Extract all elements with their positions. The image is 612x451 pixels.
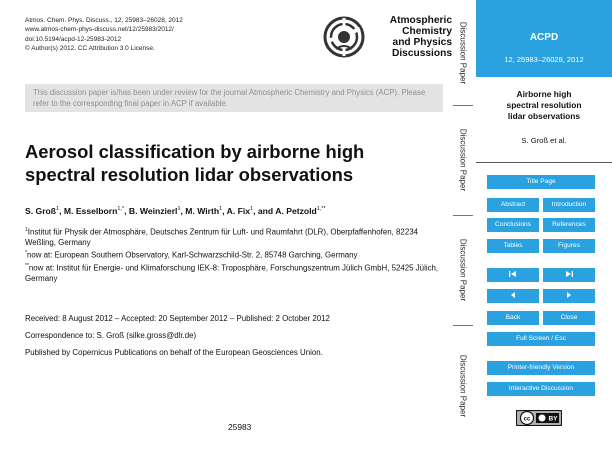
affiliations	[25, 225, 445, 284]
last-page-button[interactable]	[543, 268, 595, 282]
doi-line: doi:10.5194/acpd-12-25983-2012	[25, 35, 122, 43]
egu-emblem-icon	[322, 15, 366, 59]
conclusions-button[interactable]: Conclusions	[487, 218, 539, 232]
author-affil-mark: 1,**	[316, 206, 326, 213]
tables-button[interactable]: Tables	[487, 239, 539, 253]
review-notice: This discussion paper is/has been under review for the journal Atmospheric Chemistry and Physics (ACP). Please refer to the corresponding final paper in ACP if available.	[25, 84, 443, 112]
figures-button[interactable]: Figures	[543, 239, 595, 253]
next-page-button[interactable]	[543, 289, 595, 303]
author-affil-mark: 1,*	[117, 206, 125, 213]
author-name: M. Wirth	[185, 206, 220, 216]
volume-reference: 12, 25983–26028, 2012	[504, 55, 584, 64]
strip-divider	[453, 215, 473, 216]
publisher-note: Published by Copernicus Publications on behalf of the European Geosciences Union.	[25, 348, 323, 357]
short-title: Airborne high spectral resolution lidar observations	[506, 89, 582, 121]
introduction-button[interactable]: Introduction	[543, 198, 595, 212]
journal-logo	[322, 13, 454, 71]
printer-friendly-button[interactable]: Printer-friendly Version	[487, 361, 595, 375]
author-name: S. Groß	[25, 206, 57, 216]
publication-dates: Received: 8 August 2012 – Accepted: 20 September 2012 – Published: 2 October 2012	[25, 314, 330, 323]
strip-divider	[453, 325, 473, 326]
citation-line: Atmos. Chem. Phys. Discuss., 12, 25983–26028, 2012	[25, 17, 183, 24]
title-page-button[interactable]: Title Page	[487, 175, 595, 189]
back-button[interactable]: Back	[487, 311, 539, 325]
license-line: © Author(s) 2012. CC Attribution 3.0 License.	[25, 44, 155, 52]
abstract-button[interactable]: Abstract	[487, 198, 539, 212]
author-name: A. Petzold	[275, 206, 317, 216]
next-page-icon	[566, 292, 572, 298]
author-affil-mark: 1	[177, 206, 181, 213]
discussion-paper-page: Atmos. Chem. Phys. Discuss., 12, 25983–26028, 2012 www.atmos-chem-phys-discuss.net/12/25983/2012/ doi:10.5194/acpd-12-25983-2012 © Author(s) 2012. CC Attribution 3.0 License. Atmospheric Chemistry and Physics Discussions This discussion paper is/has been under review for the journal Atmospheric Chemistry and Physics (ACP). Please refer to the corresponding final paper in ACP if available. Aerosol classification by airborne high spectral resolution lidar observations S. Groß$^1$, M. Esselborn$^{1,*}$, B. Weinzierl$^1$, M. Wirth$^1$, A. Fix$^1$, and A. Petzold$^{1,**}$ $^1$Institut für Physik der Atmosphäre, Deutsches Zentrum für Luft- und Raumfahrt (DLR), Oberpfaffenhofen, 82234 Weßling, Germany *now at: European Southern Observatory, Karl-Schwarzschild-Str. 2, 85748 Garching, Germany **now at: Institut für Energie- und Klimaforschung IEK-8: Troposphäre, Forschungszentrum Jülich GmbH, 52425 Jülich, Germany Received: 8 August 2012 – Accepted: 20 September 2012 – Published: 2 October 2012 Correspondence to: S. Groß (silke.gross@dlr.de) Published by Copernicus Publications on behalf of the European Geosciences Union. 25983 Discussion Paper Discussion Paper Discussion Paper Discussion Paper ACPD 12, 25983–26028, 2012 Airborne high spectral resolution lidar observations S. Groß et al. Title Page Abstract Introduction Conclusions References Tables Figures Back Close Full Screen / Esc Printer-friendly Version Interactive Discussion cc BY	[0, 0, 612, 451]
author-name: A. Fix	[226, 206, 251, 216]
author-affil-mark: 1	[250, 206, 254, 213]
creative-commons-by-icon	[516, 410, 562, 426]
previous-page-icon	[510, 292, 516, 298]
journal-citation	[25, 16, 183, 53]
sidebar-divider	[476, 162, 612, 163]
author-name: M. Esselborn	[63, 206, 118, 216]
license-badge-text: BY	[548, 415, 558, 423]
svg-text:cc: cc	[523, 416, 531, 423]
journal-header	[476, 0, 612, 77]
journal-acronym: ACPD	[529, 32, 559, 43]
url-line: www.atmos-chem-phys-discuss.net/12/25983/2012/	[25, 26, 174, 34]
author-list: S. Groß$^1$, M. Esselborn$^{1,*}$, B. Weinzierl$^1$, M. Wirth$^1$, A. Fix$^1$, and A. Petzold$^{1,**}$	[25, 206, 326, 216]
short-author: S. Groß et al.	[521, 136, 567, 145]
page-number: 25983	[228, 422, 252, 432]
paper-title: Aerosol classification by airborne high spectral resolution lidar observations	[25, 141, 365, 185]
author-name: B. Weinzierl	[128, 206, 178, 216]
strip-divider	[453, 105, 473, 106]
affiliation-item: **now at: Institut für Energie- und Klimaforschung IEK-8: Troposphäre, Forschungszentrum Jülich GmbH, 52425 Jülich, Germany	[25, 263, 439, 284]
close-button[interactable]: Close	[543, 311, 595, 325]
author-affil-mark: 1	[219, 206, 223, 213]
interactive-discussion-button[interactable]: Interactive Discussion	[487, 382, 595, 396]
full-screen-button[interactable]: Full Screen / Esc	[487, 332, 595, 346]
first-page-button[interactable]	[487, 268, 539, 282]
previous-page-button[interactable]	[487, 289, 539, 303]
affiliation-item: $^1$Institut für Physik der Atmosphäre, Deutsches Zentrum für Luft- und Raumfahrt (DLR), Oberpfaffenhofen, 82234 Weßling, Germany	[25, 227, 418, 247]
references-button[interactable]: References	[543, 218, 595, 232]
correspondence: Correspondence to: S. Groß (silke.gross@dlr.de)	[25, 331, 197, 340]
first-page-icon	[508, 271, 518, 277]
last-page-icon	[564, 271, 574, 277]
affiliation-item: *now at: European Southern Observatory, Karl-Schwarzschild-Str. 2, 85748 Garching, Germany	[25, 250, 358, 260]
author-affil-mark: 1	[56, 206, 60, 213]
journal-name: Atmospheric Chemistry and Physics Discussions	[389, 15, 452, 59]
